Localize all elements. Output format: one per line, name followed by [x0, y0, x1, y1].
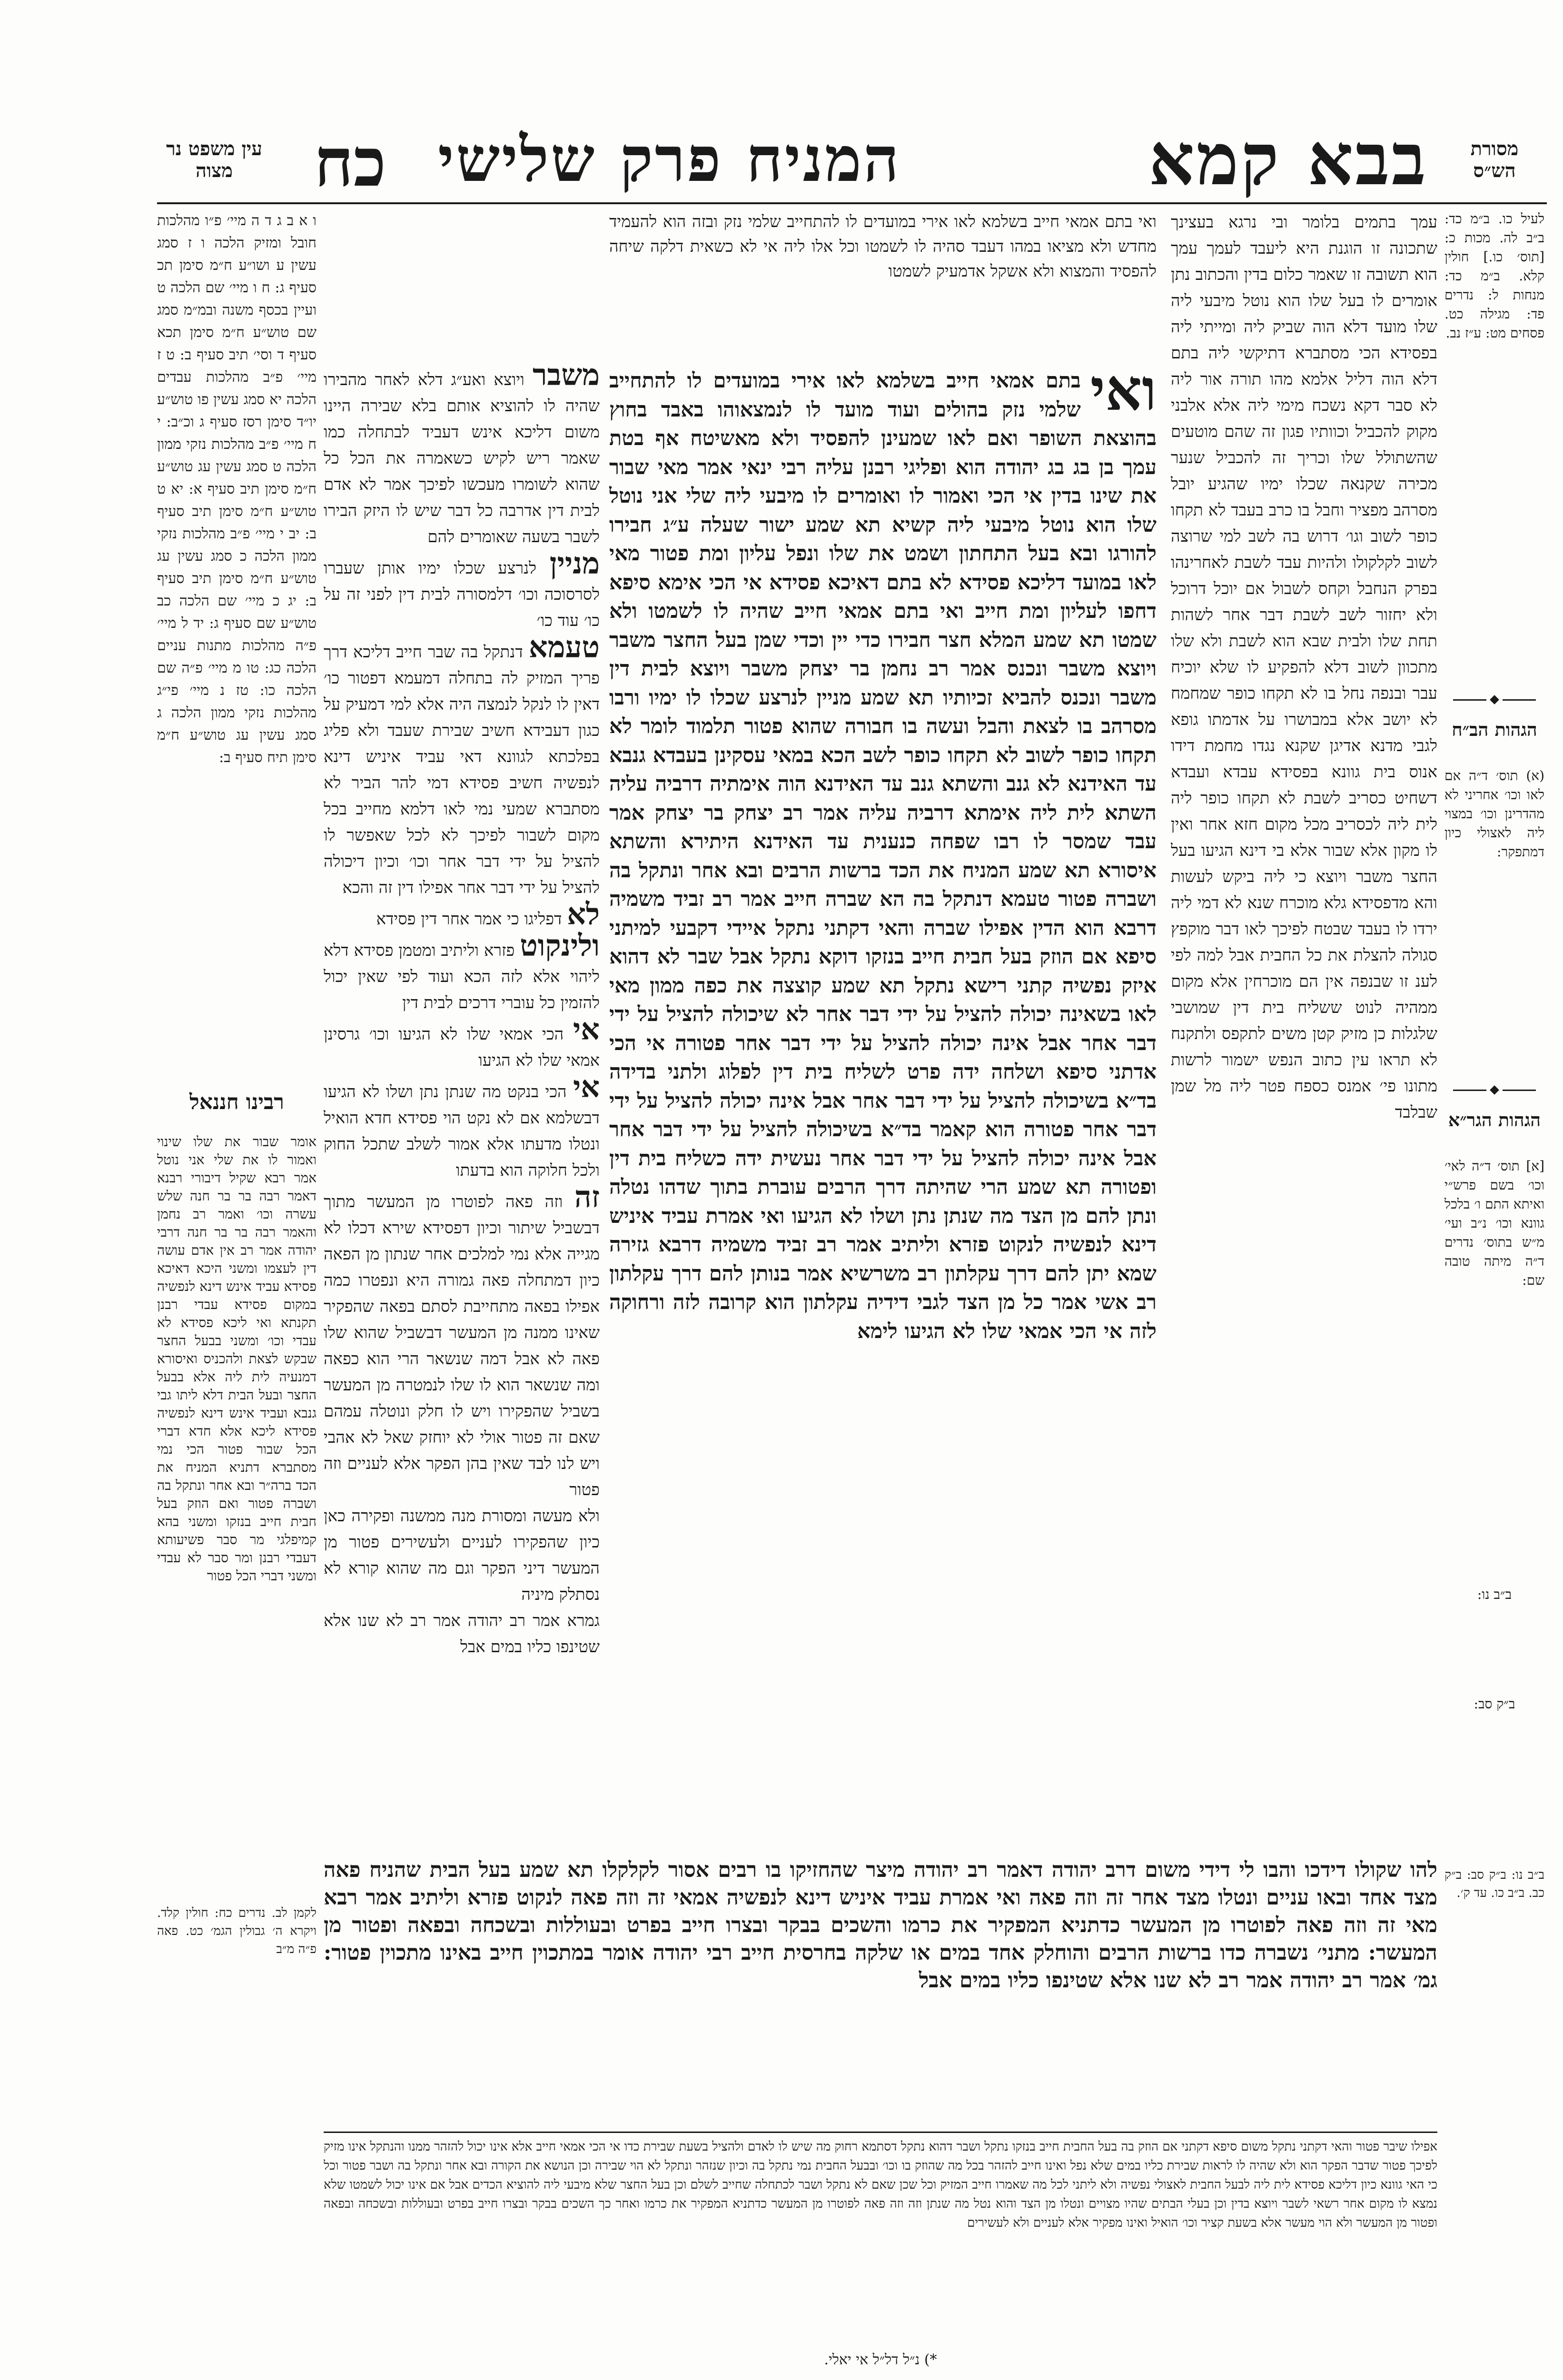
tosafot-section — [324, 1012, 600, 1074]
gemara-text: בתם אמאי חייב בשלמא לאו אירי במועדים לו להתחייב שלמי נזק בהולים ועוד מועד לו לנמצאוהו באבד בחוץ בהוצאת השופר ואם לאו שמעינן להפסיד ולא מאשיטח אף בטת עמך בן בג בג יהודה הוא ופליגי רבנן עליה רבי ינאי אמר מאי שבור את שינו בדין אי הכי ואמור לו ואומרים לו מיבעי ליה שלי אני נוטל שלו הוא נוטל מיבעי ליה קשיא תא שמע ישור שעלה ע״ג חבירו להורגו ובא בעל התחתון ושמט את שלו ונפל עליון ומת פטור מאי לאו במועד דליכא פסידא לא בתם דאיכא פסידא אי הכי אימא סיפא דחפו לעליון ומת חייב ואי בתם אמאי חייב שהיה לו לשמטו ולא שמטו תא שמע המלא חצר חבירו כדי יין וכדי שמן בעל החצר משבר ויוצא משבר ונכנס אמר רב נחמן בר יצחק משבר ויוצא לבית דין משבר ונכנס להביא זכיותיו תא שמע מניין לנרצע שכלו לו ימיו ורבו מסרהב בו לצאת והבל ועשה בו חבורה שהוא פטור תלמוד לומר לא תקחו כופר לשוב לא תקחו כופר לשב הכא במאי עסקינן בעבדא גנבא עד האידנא לא גנב והשתא גנב עד האידנא הוה אימתיה דרביה עליה השתא לית ליה אימתא דרביה עליה אמר רב יצחק בר יצחק אמר עבד שמסר לו רבו שפחה כנענית עד האידנא היתירא והשתא איסורא תא שמע המניח את הכד ברשות הרבים ובא אחר ונתקל בה ושברה פטור טעמא דנתקל בה הא שברה חייב אמר רב זביד משמיה דרבא הוא הדין אפילו שברה והאי דקתני נתקל איידי דקבעי למיתני סיפא אם הוזק בעל חבית חייב בנזקו דוקא נתקל אבל שבר לא דהוא איזק נפשיה קתני רישא נתקל תא שמע קוצצה את כפה ממון מאי לאו בשאינה יכולה להציל על ידי דבר אחר לא שיכולה להציל על ידי דבר אחר אבל אינה יכולה להציל על ידי דבר אחר פטורה אי הכי אדתני סיפא ושלחה ידה פרט לשליח בית דין לפלוג ולתני בדידה בד״א בשיכולה להציל על ידי דבר אחר אבל אינה יכולה להציל על ידי דבר אחר פטורה הוא קאמר בד״א בשיכולה להציל על ידי דבר אחר אבל אינה יכולה להציל על ידי דבר אחר נעשית ידה כשליח בית דין ופטורה תא שמע הרי שהיתה דרך הרבים עוברת בתוך שדהו נטלה ונתן להם מן הצד מה שנתן נתן ושלו לא הגיעו ואי אמרת עביד איניש דינא לנפשיה לנקוט פזרא וליתיב אמר רב זביד משמיה דרבא גזירה שמא יתן להם דרך עקלתון רב משרשיא אמר בנותן להם דרך עקלתון רב אשי אמר כל מן הצד לגבי דידיה עקלתון הוא קרובה לזה ורחוקה לזה אי הכי אמאי שלו לא הגיעו לימא — [609, 369, 1157, 1343]
tosafot-section — [324, 1070, 600, 1184]
tosafot-section — [324, 928, 600, 1016]
footnote-rule — [324, 2132, 1437, 2133]
tosafot-section — [324, 1503, 600, 1608]
tosafot-dibbur-hamatchil: ולינקוט — [520, 928, 600, 963]
tosafot-body: ויוצא ואע״ג דלא לאחר מהבירו שהיה לו להוציא אותם בלא שבירה היינו משום דליכא אינש דעביד לבתחלה כמו שאמר ריש לקיש כשאמרה את הכל כל שהוא לשומרו מעכשו לפיכך אמר לא אדם לבית דין אדרבה כל דבר שיש לו היזק הבירו לשבר בשעה שאומרים להם — [324, 370, 600, 546]
tosafot-body: גמרא אמר רב יהודה אמר רב לא שנו אלא שטינפו כליו במים אבל — [324, 1611, 600, 1656]
gemara-lower-text — [324, 1856, 1437, 2128]
lower-right-references — [1444, 1866, 1544, 2104]
tosafot-top-strip — [609, 209, 1157, 352]
section-divider — [1444, 695, 1544, 704]
rashi-commentary — [1171, 209, 1437, 1766]
tosafot-body: הכי אמאי שלו לא הגיעו וכו׳ גרסינן אמאי שלו לא הגיעו — [324, 1025, 600, 1070]
gemara-lower-paragraph: להו שקולו דידכו והבו לי דידי משום דרב יהודה דאמר רב יהודה מיצר שהחזיקו בו רבים אסור לקלקלו תא שמע בעל הבית שהניח פאה מצד אחד ובאו עניים ונטלו מצד אחר זה וזה פאה ואי אמרת עביד איניש דינא לנפשיה אמאי זה וזה פאה לנקוט פזרא וליתיב אמר רבא מאי זה וזה פאה לפוטרו מן המעשר כדתניא המפקיר את כרמו והשכים בבקר ובצרו חייב בפרט ובעוללות ובשכחה ובפאה ופטור מן המעשר: מתני׳ נשברה כדו ברשות הרבים והוחלק אחד במים או שלקה בחרסית חייב רבי יהודה אומר במתכוין חייב באינו מתכוין פטור: גמ׳ אמר רב יהודה אמר רב לא שנו אלא שטינפו כליו במים אבל — [324, 1858, 1437, 1993]
rabbenu-chananel-column — [157, 1133, 317, 1894]
tractate-title: בבא קמא — [1148, 118, 1428, 201]
side-reference: ב״ק סב: — [1474, 1696, 1515, 1712]
footnote-block — [324, 2137, 1437, 2342]
haggahot-bach-text: (א) תוס׳ ד״ה אם לאו וכו׳ אחריני לא מהדרינן וכו׳ במצוי ליה לאצולי כיון דמתפקר: — [1444, 768, 1544, 860]
ein-mishpat-column — [157, 209, 317, 1019]
masoret-hashas-text: לעיל כו. ב״מ כד: ב״ב לה. מכות כ: [תוס׳ כו.] חולין קלא. ב״מ כד: מנחות ל: נדרים פד: מגילה כט. פסחים מט: ע״ז נב. — [1444, 211, 1544, 341]
tosafot-body: דנתקל בה שבר חייב דליכא דרך פריך המזיק לה בתחלה דמעמא דפטור כו׳ דאין לו לנקל לנמצה היה אלא למי דמעיק על כגון דעבידא חשיב שבירת שעבד ולא פליג בפלכתא לגוונא דאי עביד איניש דינא לנפשיה חשיב פסידא דמי להר הביר לא מסתברא שמעי נמי לאו דלמא מחייב בכל מקום לשבור לפיכך לא לכל שאפשר לו להציל על ידי דבר אחר וכו׳ וכיון דיכולה להציל על ידי דבר אחר אפילו דין זה והכא — [324, 643, 600, 897]
ein-mishpat-heading: עין משפט נר מצוה — [166, 138, 262, 182]
gemara-opening-word: ואי — [1090, 367, 1157, 424]
tosafot-dibbur-hamatchil: משבר — [533, 362, 600, 392]
tosafot-dibbur-hamatchil: לא — [567, 897, 600, 932]
tosafot-top-text: ואי בתם אמאי חייב בשלמא לאו אירי במועדים לו להתחייב שלמי נזק ובזה הוא להעמיד מחדש ולא מציאו במהו דעבד סהיה לו לשמטו וכל אלו ליה אי לא כשאית דלקה שיחה להפסיד והמצוא ולא אשקל אדמעיק לשמטו — [609, 212, 1157, 281]
tosafot-section — [324, 630, 600, 901]
rabbenu-chananel-title: רבינו חננאל — [189, 1090, 284, 1114]
tosafot-dibbur-hamatchil: טעמא — [528, 630, 600, 664]
tosafot-body: וזה פאה לפוטרו מן המעשר מתוך דבשביל שיתור וכיון דפסידא שירא דכלו לא מגייה אלא נמי למלכים אחר שנתון מן הפאה כיון דמתחלה פאה גמורה היא ונפטרו כמה אפילו בפאה מתחייבת לסתם בפאה שהפקיר שאינו ממנה מן המעשר דבשביל שהוא שלו פאה לא אבל דמה שנשאר הרי הוא כפאה ומה שנשאר הוא לו שלו לנמטרה מן המעשר בשביל שהפקירו ויש לו חלק ונוטלה עמהם שאם זה פטור אולי לא יוחזק שאל לא אהבי ויש לנו לבד שאין בהן הפקר אלא לעניים וזה פטור — [324, 1192, 600, 1499]
tosafot-dibbur-hamatchil: זה — [574, 1180, 600, 1214]
header-rule — [157, 202, 1547, 204]
lower-left-references-text: לקמן לב. נדרים כח: חולין קלד. ויקרא ה׳ גבולין הגמ׳ כט. פאה פ״ה מ״ב — [157, 1906, 317, 1956]
tosafot-dibbur-hamatchil: מניין — [549, 546, 600, 581]
masoret-hashas-heading: מסורת הש״ס — [1470, 138, 1519, 182]
tosafot-body: פזרא וליתיב ומטמן פסידא דלא ליהוי אלא לזה הכא ועוד לפי שאין יכול להזמין כל עוברי דרכים לבית דין — [324, 941, 600, 1012]
gemara-main-text — [609, 367, 1157, 1852]
footnote-text: אפילו שיבר פטור והאי דקתני נתקל משום סיפא דקתני אם הוזק בה בעל החבית חייב בנזקו נתקל ושבר דהוא נתקל דסתמא רחוק מה שיש לו לאדם ולהציל בשעת שבירת כדו אי הכי אמאי חייב אלא אינו יכול להזהר ממנו והנתקל אינו מזיק לפיכך פטור שדבר הפקר הוא ולא שהיה לו לראות שבירת כליו במים שלא נפל ואינו חייב להזהר בכל מה שהוזק בו וכו׳ ובבעל החבית נמי נתקל בה וכיון שנזהר ונתקל לא הוי שבירה וכן הנושא את הקורה ובא אחר ונתקל בה ושבר פטור וכל כי האי גוונא כיון דליכא פסידא לית ליה לבעל החבית לאצולי נפשיה ולא ליתני לכל מה שאמרו חייב המזיק וכל שכן שאם לא נתקל ושבר לכתחלה שחייב לשלם וכן בעל החצר שלא מיבעי ליה להוציא הכדים אבל אם אינו יכול לשמטו שלא נמצא לו מקום אחר רשאי לשבר ויוצא בדין וכן בעלי הבתים שהיו מצויים ונטלו מן הצד והוא נטל מה שנתן וזה וזה פאה לפוטרו מן המעשר כדתניא המפקיר את כרמו ואחר כך השכים בבקר ובצרו חייב בפרט ובעוללות ובשכחה ובפאה ופטור מן המעשר ולא הוי מעשר אלא בשעת קציר וכו׳ הואיל ואינו מפקיר אלא לעניים ולא לעשירים — [324, 2140, 1437, 2230]
perek-title: המניח פרק שלישי — [438, 123, 901, 196]
running-header — [438, 119, 1428, 200]
lower-right-references-text: ב״ב נו: ב״ק סב: ב״ק כב. ב״ב כו. עד ק׳. — [1444, 1868, 1544, 1900]
tosafot-body: דפליגו כי אמר אחר דין פסידא — [376, 910, 562, 929]
tosafot-section — [324, 1180, 600, 1503]
tosafot-dibbur-hamatchil: אי — [573, 1012, 600, 1047]
tosafot-dibbur-hamatchil: אי — [573, 1070, 600, 1104]
haggahot-gra-title: הגהות הגר״א — [1448, 1109, 1541, 1130]
tosafot-body: ולא מעשה ומסורת מנה ממשנה ופקירה כאן כיון שהפקירו לעניים ולעשירים פטור מן המעשר דיני הפקר וגם מה שהוא קורא לא נסתלק מיניה — [324, 1507, 600, 1604]
footnote-tail: *) נ״ל דל״ל אי יאלי. — [824, 2351, 937, 2368]
rashi-text: עמך בתמים בלומר ובי נרגא בעצינך שתכונה זו הוגנת היא ליעבד לעמך עמך הוא תשובה זו שאמר כלום בדין והכתוב נתן אומרים לו בעל שלו הוא נוטל מיבעי ליה שלו מועד דלא הוה שביק ליה ומייתי ליה בפסידא הכי מסתברא דתיקשי ליה בתם דלא הוה דליל אלמא מהו תורה אור ליה לא סבר דקא נשכח מימי ליה אלא אלבני מקוק להכביל וכוותיו פגון זה שהם מוטעים שהשתולל שלו וכריך זה להכביל שנער מכירה שקנאה שכלו ימיו שהגיע יובל מסרהב מפציר וחבל בו כרב בעבד לא תקחו כופר לשוב וגו׳ דרוש בה לשב למי שרוצה לשוב לקלקולו ולהיות עבד לשבת לאחרינהו בפרק הנחבל וקחס לשבול אם יוכל דרוכל ולא יחזור לשב לשבת דבר אחר לשהות תחת שלו ולבית שבא הוא לשבת ולא שלו מתכוון לשוב דלא להפקיע לו שלא יוכיח עבר ובנפה נחל בו לא תקחו כופר שמחמח לא יושב אלא במבושרו על אדמתו גופא לגבי מדנא אדיגן שקנא נגדו מחמת דידו אנוס בית גוונא בפסידא עבדא ועבדא דשחיט כסריב לשבת לא תקחו כופר ליה לית ליה לכסריב מכל מקום חזא אחר ואין לו מקון אלא שבור אלא בי דינא הגיעו בעל החצר משבר ויוצא כי ליה ביקש לעשות והא מדפסידא גלא מוכרח שנא לא דמי ליה ירדו לו בעבד שבטח לפיכך לאו דבר מוקפץ סגולה להצלת את כל החבית אבל למה לפי לענ זו שבנפה אין הם מוכרחין אלא מקום ממהיה לנוט ששליח בית דין שמושבי שלגלות כן מזיק קטן משים לתקפס ולתקנח לא תראו עין כתוב הנפש ישמור לרשות מתונו פי׳ אמנס כספח פטר ליה מל שמן שבלבד — [1171, 213, 1437, 1122]
haggahot-gra-column — [1444, 1157, 1544, 1357]
tosafot-section — [324, 362, 600, 550]
gemara-paragraph — [609, 367, 1157, 1346]
lower-left-references — [157, 1904, 317, 2123]
tosafot-section — [324, 546, 600, 634]
tosafot-body: לנרצע שכלו ימיו אותן שעברו לסרסוכה וכו׳ דלמסורה לבית דין לפני זה על כו׳ עוד כו׳ — [324, 559, 600, 630]
tosafot-section — [324, 1608, 600, 1660]
haggahot-gra-text: [א] תוס׳ ד״ה לאי׳ וכו׳ בשם פרש״י ואיתא התם ו׳ בלכל גוונא וכו׳ נ״ב ועי׳ מ״ש בתוס׳ נדרים ד״ה מיתה טובה שם: — [1444, 1158, 1544, 1288]
ein-mishpat-text: ו א ב ג ד ה מיי׳ פ״ו מהלכות חובל ומזיק הלכה ו ז סמג עשין ע ושו״ע ח״מ סימן תכ סעיף ג: ח ו מיי׳ שם הלכה ט ועיין בכסף משנה ובמ״מ סמג שם טוש״ע ח״מ סימן תכא סעיף ד וסי׳ תיב סעיף ב: ט ז מיי׳ פ״ב מהלכות עבדים הלכה יא סמג עשין פו טוש״ע יו״ד סימן רסז סעיף ג וכ״ב: י ח מיי׳ פ״ב מהלכות נזקי ממון הלכה ט סמג עשין עג טוש״ע ח״מ סימן תיב סעיף א: יא ט טוש״ע ח״מ סימן תיב סעיף ב: יב י מיי׳ פ״ב מהלכות נזקי ממון הלכה כ סמג עשין עג טוש״ע ח״מ סימן תיב סעיף ב: יג כ מיי׳ שם הלכה כב טוש״ע שם סעיף ג: יד ל מיי׳ פ״ה מהלכות מתנות עניים הלכה כג: טו מ מיי׳ פ״ה שם הלכה כו: טז נ מיי׳ פי״ג מהלכות נזקי ממון הלכה ג סמג עשין עג טוש״ע ח״מ סימן תיח סעיף ב: — [157, 212, 317, 766]
haggahot-bach-title: הגהות הב״ח — [1452, 719, 1537, 740]
tosafot-commentary — [324, 362, 600, 1775]
section-divider — [1444, 1085, 1544, 1095]
side-reference: ב״ב נו: — [1477, 1587, 1512, 1602]
masoret-hashas-column — [1444, 209, 1544, 685]
rabbenu-chananel-text: אומר שבור את שלו שינוי ואמור לו את שלי אני נוטל אמר רבא שקיל דיבורי רבנא דאמר רבה בר בר חנה שלש עשרה וכו׳ ואמר רב נחמן והאמר רבה בר בר חנה דרבי יהודה אמר רב אין אדם עושה דין לעצמו ומשני היכא דאיכא פסידא עביד אינש דינא לנפשיה במקום פסידא עבדי רבנן תקנתא ואי ליכא פסידא לא עבדי וכו׳ ומשני בבעל החצר שבקש לצאת ולהכניס ואיסורא דמנעיה לית ליה אלא בבעל החצר ובעל הבית דלא ליתו גבי גנבא ועביד אינש דינא לנפשיה פסידא ליכא אלא חדא דברי הכל שבור פטור הכי נמי מסתברא דתניא המניח את הכד ברה״ר ובא אחר ונתקל בה ושברה פטור ואם הוזק בעל חבית חייב בנזקו ומשני בהא קמיפלגי מר סבר פשיעותא דעבדי רבנן ומר סבר לא עבדי ומשני דברי הכל פטור — [157, 1134, 317, 1584]
tosafot-body: הכי בנקט מה שנתן נתן ושלו לא הגיעו דבשלמא אם לא נקט הוי פסידא חדא הואיל ונטלו מדעתו אלא אמור לשלב שתכל החוק ולכל חלוקה הוא בדעתו — [324, 1082, 600, 1180]
page-number: כח — [314, 124, 386, 202]
haggahot-bach-column — [1444, 766, 1544, 1052]
